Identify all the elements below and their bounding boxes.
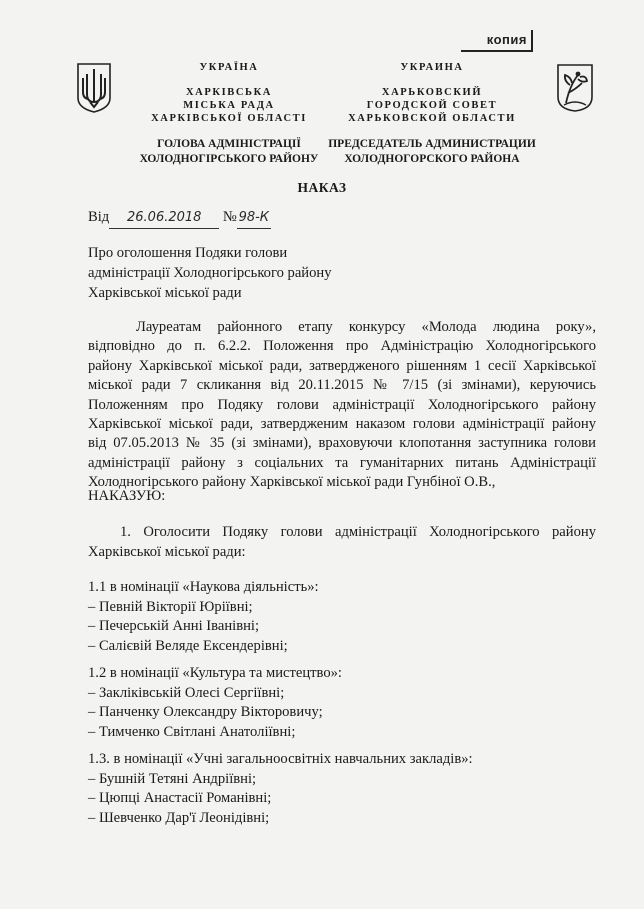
preamble-line-8: адміністрації району з соціальних та гуманітарних питань Адміністрації — [88, 454, 596, 471]
left-office-line-2: ХОЛОДНОГІРСЬКОГО РАЙОНУ — [139, 153, 319, 165]
subject-line-3: Харківської міської ради — [88, 285, 242, 301]
copy-stamp: копия — [461, 30, 533, 52]
number-prefix: № — [222, 209, 237, 225]
list-item: – Тимченко Світлані Анатоліївні; — [88, 723, 296, 740]
preamble-line-5: Положенням про Подяку голови адміністрації Холодногірського району — [88, 396, 596, 413]
date-line — [88, 207, 271, 229]
nomination-title: 1.2 в номінації «Культура та мистецтво»: — [88, 665, 342, 681]
list-item: – Закліківській Олесі Сергіївні; — [88, 684, 285, 701]
preamble-line-1: Лауреатам районного етапу конкурсу «Молода людина року», — [136, 319, 596, 335]
list-item: – Салієвій Веляде Ексендерівні; — [88, 637, 288, 654]
list-item: – Цюпці Анастасії Романівні; — [88, 790, 272, 806]
nomination-title: 1.1 в номінації «Наукова діяльність»: — [88, 579, 319, 595]
list-item: – Певній Вікторії Юріївні; — [88, 598, 253, 615]
list-item: – Бушній Тетяні Андріївні; — [88, 770, 257, 787]
right-office-line-2: ХОЛОДНОГОРСКОГО РАЙОНА — [344, 153, 520, 165]
left-council-line-1: ХАРКІВСЬКА — [185, 87, 272, 98]
preamble-line-3: району Харківської міської ради, затвердженого рішенням 1 сесії Харківської — [88, 357, 596, 374]
nomination-2 — [88, 663, 342, 741]
order-item-1 — [88, 522, 596, 562]
preamble-line-7: від 07.05.2013 № 35 (зі змінами), враховуючи клопотання заступника голови — [88, 435, 596, 452]
order-word: НАКАЗУЮ: — [88, 488, 166, 504]
left-office-line-1: ГОЛОВА АДМІНІСТРАЦІЇ — [157, 138, 301, 150]
nomination-1 — [88, 577, 319, 655]
left-header — [126, 61, 332, 167]
preamble-line-6: Харківської міської ради, затвердженим наказом голови адміністрації району — [88, 416, 596, 433]
kharkiv-coat-of-arms-icon — [556, 63, 594, 113]
nomination-title: 1.3. в номінації «Учні загальноосвітніх навчальних закладів»: — [88, 751, 473, 767]
item1-line-1: 1. Оголосити Подяку голови адміністрації Холодногірського району — [120, 524, 596, 540]
right-council-line-1: ХАРЬКОВСКИЙ — [381, 87, 483, 98]
preamble-line-4: міської ради 7 скликання від 20.11.2015 № 7/15 (зі змінами), керуючись — [88, 377, 596, 394]
handwritten-date: 26.06.2018 — [109, 208, 219, 229]
left-council-line-3: ХАРКІВСЬКОЇ ОБЛАСТІ — [151, 113, 307, 124]
date-prefix: Від — [88, 209, 110, 225]
right-office-line-1: ПРЕДСЕДАТЕЛЬ АДМИНИСТРАЦИИ — [328, 138, 536, 150]
nomination-3 — [88, 749, 473, 827]
preamble-line-9: Холодногірського району Харківської міської ради Гунбіної О.В., — [88, 474, 496, 491]
preamble-line-2: відповідно до п. 6.2.2. Положення про Адміністрацію Холодногірського — [88, 338, 596, 355]
right-council-line-3: ХАРЬКОВСКОЙ ОБЛАСТИ — [348, 113, 516, 124]
right-country: УКРАИНА — [400, 62, 464, 73]
subject-line-2: адміністрації Холодногірського району — [88, 265, 332, 281]
preamble — [88, 318, 596, 493]
document-title: НАКАЗ — [297, 180, 347, 195]
list-item: – Шевченко Дар'ї Леонідівні; — [88, 809, 270, 826]
item1-line-2: Харківської міської ради: — [88, 544, 246, 560]
handwritten-number: 98-К — [237, 208, 271, 229]
list-item: – Панченку Олександру Вікторовичу; — [88, 704, 323, 720]
list-item: – Печерській Анні Іванівні; — [88, 618, 260, 634]
left-council-line-2: МІСЬКА РАДА — [183, 100, 275, 111]
ukraine-trident-icon — [76, 62, 112, 114]
document-subject — [88, 243, 332, 303]
right-council-line-2: ГОРОДСКОЙ СОВЕТ — [366, 100, 498, 111]
right-header — [326, 61, 538, 167]
subject-line-1: Про оголошення Подяки голови — [88, 245, 288, 261]
left-country: УКРАЇНА — [199, 62, 259, 73]
